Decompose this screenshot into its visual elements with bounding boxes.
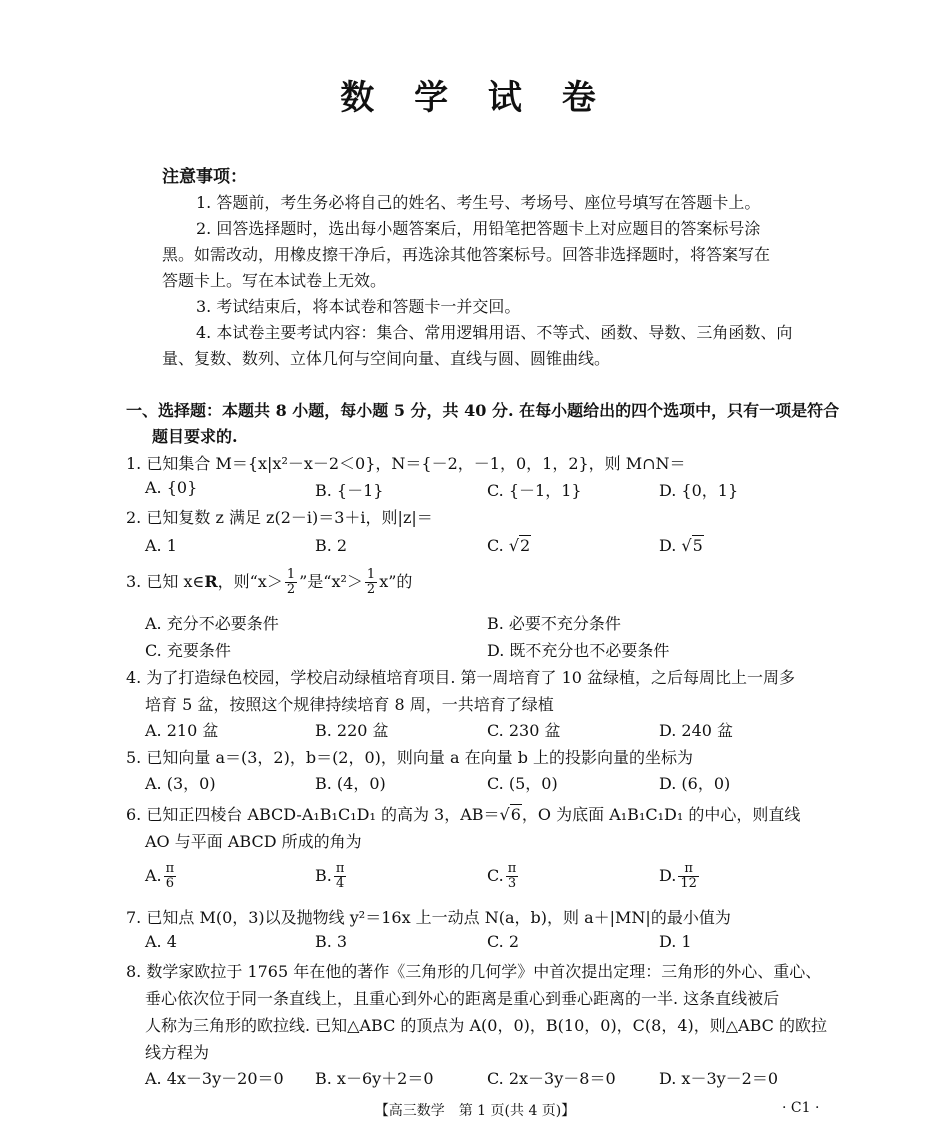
notice-line: 1. 答题前，考生务必将自己的姓名、考生号、考场号、座位号填写在答题卡上。: [196, 193, 761, 212]
option-a: A. 4: [145, 932, 177, 951]
numerator: π: [507, 861, 517, 876]
page-title: 数 学 试 卷: [340, 78, 610, 118]
option-d: D. 240 盆: [659, 721, 734, 740]
option-a: [145, 862, 178, 891]
fraction: [506, 862, 519, 891]
question-stem: 垂心依次位于同一条直线上，且重心到外心的距离是重心到垂心距离的一半. 这条直线被后: [145, 989, 780, 1008]
option-d: [659, 536, 704, 555]
option-a: A. 210 盆: [145, 721, 219, 740]
fraction: [334, 862, 347, 891]
radicand: 5: [692, 536, 703, 555]
option-d: D. {0，1}: [659, 481, 739, 500]
stem-text: ”是“x²＞: [299, 572, 363, 591]
option-c: [487, 536, 531, 555]
option-c: C. 2: [487, 932, 520, 951]
denominator: 2: [366, 582, 376, 597]
question-stem: 7. 已知点 M(0，3)以及抛物线 y²＝16x 上一动点 N(a，b)，则 a＋|MN|的最小值为: [126, 908, 731, 927]
stem-text: 3. 已知 x∈: [126, 572, 205, 591]
notice-line: 黑。如需改动，用橡皮擦干净后，再选涂其他答案标号。回答非选择题时，将答案写在: [162, 245, 771, 264]
denominator: 4: [335, 876, 345, 891]
notice-line: 4. 本试卷主要考试内容：集合、常用逻辑用语、不等式、函数、导数、三角函数、向: [196, 323, 793, 342]
fraction: [678, 862, 699, 891]
option-c: [487, 862, 520, 891]
option-c: C. 230 盆: [487, 721, 561, 740]
paper-code: · C1 ·: [782, 1100, 820, 1116]
option-b: B. {－1}: [315, 481, 384, 500]
denominator: 3: [507, 876, 517, 891]
fraction: [164, 862, 177, 891]
stem-text: ，O 为底面 A₁B₁C₁D₁ 的中心，则直线: [521, 805, 801, 824]
option-a: A. (3，0): [145, 774, 216, 793]
question-stem: [126, 568, 412, 597]
stem-text: ，则“x＞: [217, 572, 283, 591]
stem-text: 6. 已知正四棱台 ABCD-A₁B₁C₁D₁ 的高为 3，AB＝√: [126, 805, 510, 824]
numerator: π: [678, 862, 699, 877]
option-c: C. 充要条件: [145, 641, 231, 660]
section-heading: 题目要求的.: [152, 427, 238, 446]
option-label: C.: [487, 866, 504, 885]
numerator: π: [335, 861, 345, 876]
question-stem: 5. 已知向量 a＝(3，2)，b＝(2，0)，则向量 a 在向量 b 上的投影向量的坐标为: [126, 748, 694, 767]
radicand: 2: [520, 536, 531, 555]
section-heading: 一、选择题：本题共 8 小题，每小题 5 分，共 40 分. 在每小题给出的四个选项中，只有一项是符合: [126, 401, 840, 420]
option-b: B. 必要不充分条件: [487, 614, 621, 633]
fraction: [285, 568, 297, 597]
radicand: 6: [510, 805, 521, 824]
option-d: [659, 862, 701, 891]
notice-line: 答题卡上。写在本试卷上无效。: [162, 271, 387, 290]
stem-text: x”的: [379, 572, 413, 591]
question-stem: AO 与平面 ABCD 所成的角为: [145, 832, 362, 851]
denominator: 2: [286, 582, 296, 597]
question-stem: 1. 已知集合 M＝{x|x²－x－2＜0}，N＝{－2，－1，0，1，2}，则 M∩N＝: [126, 454, 686, 473]
option-label: B.: [315, 866, 332, 885]
option-c: C. 2x－3y－8＝0: [487, 1069, 616, 1088]
option-b: [315, 862, 348, 891]
option-b: B. (4，0): [315, 774, 386, 793]
notice-heading: 注意事项：: [162, 167, 247, 187]
option-b: B. 220 盆: [315, 721, 389, 740]
question-stem: 2. 已知复数 z 满足 z(2－i)＝3＋i，则|z|＝: [126, 508, 433, 527]
option-label: A.: [145, 866, 162, 885]
option-b: B. x－6y＋2＝0: [315, 1069, 434, 1088]
question-stem: 4. 为了打造绿色校园，学校启动绿植培育项目. 第一周培育了 10 盆绿植，之后每周比上一周多: [126, 668, 796, 687]
numerator: 1: [366, 567, 376, 582]
option-d: D. 1: [659, 932, 692, 951]
option-b: B. 3: [315, 932, 348, 951]
notice-line: 2. 回答选择题时，选出每小题答案后，用铅笔把答题卡上对应题目的答案标号涂: [196, 219, 761, 238]
numerator: 1: [286, 567, 296, 582]
option-label: D.: [659, 866, 677, 885]
page-footer: 【高三数学 第 1 页(共 4 页)】: [374, 1103, 576, 1119]
option-c: C. (5，0): [487, 774, 558, 793]
real-set-symbol: R: [204, 572, 218, 591]
option-a: A. {0}: [145, 478, 198, 497]
denominator: 12: [680, 876, 697, 891]
question-stem: 8. 数学家欧拉于 1765 年在他的著作《三角形的几何学》中首次提出定理：三角形的外心、重心、: [126, 962, 822, 981]
question-stem: 人称为三角形的欧拉线. 已知△ABC 的顶点为 A(0，0)，B(10，0)，C(8，4)，则△ABC 的欧拉: [145, 1016, 828, 1035]
fraction: [365, 568, 377, 597]
numerator: π: [165, 861, 175, 876]
option-a: A. 1: [145, 536, 177, 555]
notice-line: 3. 考试结束后，将本试卷和答题卡一并交回。: [196, 297, 521, 316]
question-stem: 培育 5 盆，按照这个规律持续培育 8 周，一共培育了绿植: [145, 695, 554, 714]
option-d-label: D. √: [659, 536, 692, 555]
denominator: 6: [165, 876, 175, 891]
option-a: A. 充分不必要条件: [145, 614, 279, 633]
option-b: B. 2: [315, 536, 348, 555]
option-d: D. (6，0): [659, 774, 731, 793]
question-stem: [126, 802, 800, 825]
option-c: C. {－1，1}: [487, 481, 582, 500]
option-d: D. x－3y－2＝0: [659, 1069, 779, 1088]
question-stem: 线方程为: [145, 1043, 210, 1062]
option-c-label: C. √: [487, 536, 520, 555]
option-a: A. 4x－3y－20＝0: [145, 1069, 284, 1088]
option-d: D. 既不充分也不必要条件: [487, 641, 670, 660]
notice-line: 量、复数、数列、立体几何与空间向量、直线与圆、圆锥曲线。: [162, 349, 611, 368]
